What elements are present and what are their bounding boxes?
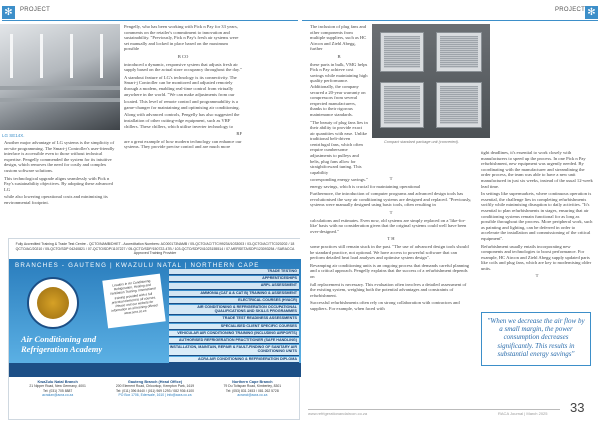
course-item: AMMONIA (CAT A & CAT B) TRAINING & ASSESSMENT — [169, 291, 299, 297]
course-list — [169, 269, 299, 364]
branch-contacts — [9, 379, 301, 419]
leaflet-card: Leaders in Air Conditioning, Refrigeration, Heating and Ventilation Training. International training provided with a full practical element to all courses. Please visit our website for information on all training offered. www.acra.co.za — [102, 274, 165, 329]
acra-logo-icon — [27, 277, 79, 329]
academy-title: Air Conditioning and Refrigeration Academy — [21, 334, 103, 354]
course-item: ACRA AIR CONDITIONING & REFRIGERATION DIPLOMA — [169, 357, 299, 363]
course-item: APPRENTICESHIPS — [169, 276, 299, 282]
course-item: VEHICULAR AIR CONDITIONING TRAINING (INCLUDING AIRPORTS) — [169, 331, 299, 337]
page-number: 33 — [570, 400, 585, 415]
photo-caption: LG SE14X. — [2, 133, 25, 138]
course-item: TRADE TESTING — [169, 269, 299, 275]
section-label-left: PROJECT — [20, 7, 51, 13]
branch-northern-cape: Northern Cape Branch 79 Du Toitspan Road, Kimberley, 8301 Tel: (053) 831 2453 / 081 262 5728 acrancl@acra.co.za — [204, 379, 301, 419]
footer-issue: RACA Journal | March 2025 — [498, 411, 548, 416]
store-interior-photo — [0, 24, 120, 130]
header-rule-right — [302, 20, 598, 21]
photo-caption-units: Compact standard package unit (converted). — [384, 140, 459, 144]
course-item: TRADE TEST READINESS ASSESSMENTS — [169, 316, 299, 322]
branch-email-link[interactable]: PO Box 1706, Edenvale, 1610 | info@acra.co.za — [118, 392, 192, 397]
course-item: ELECTRICAL COURSES (HVACR) — [169, 298, 299, 304]
header-rule-left — [2, 20, 298, 21]
course-item: AIR CONDITIONING & REFRIGERATION OCCUPATIONAL QUALIFICATIONS AND SKILLS PROGRAMMES — [169, 305, 299, 315]
snowflake-icon: ✻ — [585, 6, 598, 19]
accreditation-text: Fully Accredited Training & Trade Test Centre - QCTO/NAMB/DHET - Accreditation Numbers: AC000173NAMB / 05-QCTO/AC/TTC/99234/1033003 / 03-QCTO/AC/TTC020202 / 18 QCTO/AC/20210 / 05-QCTO/SDP 04240821 / 07-QCTO/SDP/1107227 / 05-QCTO/SDP/150722-47B / 103-QCTO/SDP241023155514 / 07-MERSETA/SDP/123093254 / SARACCA Approved Training Provider — [9, 239, 301, 259]
body-text-right-upper: The inclusion of plug fans and other components from multiple suppliers, such as HC Aircon and Ziehl Abegg, further B these parts in bulk, VMG helps Pick n Pay achieve cost savings while maintaining high quality performance. Additionally, the company secured a 20-year warranty on compressors from several respected manufacturers, thanks to their rigorous maintenance standards. "The beauty of plug fans lies in their ability to provide exact air quantities with ease. Unlike traditional belt-driven centrifugal fans, which often require cumbersome adjustments to pulleys and belts, plug fans allow for straightforward tuning. This capability corresponding energy savings." — [310, 24, 368, 183]
course-item: SPECIALISED CLIENT SPECIFIC COURSES — [169, 324, 299, 330]
body-text-left: Another major advantage of LG systems is the simplicity of on-site programming. The Smart-j Controller's user-friendly interface is accessible even to those without technical expertise. Pengelly commended the system for its intuitive design, which removes the need for costly and complex custom software solutions. This technological upgrade aligns seamlessly with Pick n Pay's sustainability objectives. By adopting these advanced LG while also lowering operational costs and minimising its environmental footprint. — [4, 140, 115, 205]
course-item: INSTALLATION, MAINTAIN, REPAIR & FAULT-FINDING OF SANITARY AIR CONDITIONING UNITS — [169, 345, 299, 355]
branch-email-link[interactable]: acrancl@acra.co.za — [237, 392, 268, 397]
body-text-far-right: tight deadlines, it's essential to work closely with manufacturers to speed up the process. In one Pick n Pay refurbishment, new equipment was urgently needed. By coordinating with the manufacturer and streamlining the order process, the team was able to have a new unit manufactured in just six weeks, instead of the usual 12-week lead time. In settings like supermarkets, where continuous operation is essential, the challenge lies in completing refurbishments swiftly while minimising disruption to daily activities. "It's essential to plan refurbishments in stages, ensuring that air conditioning systems remain functional for as long as possible throughout the process. More peripheral work, such as painting and lighting, can be deferred in order to accelerate the installation and commissioning of the critical equipment". Refurbishment usually entails incorporating new components and technologies to boost performance. For example, HC Aircon and Ziehl Abegg supply updated parts like coils and plug fans, which are key to modernising older units. T — [481, 150, 593, 279]
branch-gauteng: Gauteng Branch (Head Office) 200 Element Road, Chloorkop, Kempton Park, 1619 Tel: (011) 396 8440 / (011) 969 1293 / 082 936 4100 PO Box 1706, Edenvale, 1610 | info@acra.co.za — [106, 379, 203, 419]
footer-rule — [308, 409, 560, 410]
branch-email-link[interactable]: acrakzn@acra.co.za — [42, 392, 74, 397]
body-text-mid: Pengelly, who has been working with Pick n Pay for 33 years, comments on the retailer's commitment to innovation and sustainability. "Previously, Pick n Pay's fresh air systems were set manually and locked in place based on the maximum possible B CO introduced a dynamic, responsive system that adjusts fresh air supply based on the actual store occupancy throughout the day." A standout feature of LG's technology is its connectivity. The Smart-j Controller can be monitored and adjusted remotely through a modem, enabling real-time control from virtually anywhere in the world. "We can make adjustments from our located. This level of remote control and programmability is a game-changer for maintaining and optimising air conditioning. Along with advanced controls, Pengelly has also suggested the installation of other cutting-edge equipment, such as VRF chillers. These chillers, which utilise inverter technology to RF are a great example of how modern technology can enhance our systems. They provide precise control and are much more — [124, 24, 242, 150]
acra-advertisement[interactable] — [8, 238, 300, 420]
course-item: ARPL ASSESSMENT — [169, 283, 299, 289]
section-label-right: PROJECT — [555, 7, 586, 13]
pull-quote: "When we decrease the air flow by a small margin, the power consumption decreases significantly. This results in substantial energy savings" — [481, 312, 591, 366]
snowflake-icon: ✻ — [2, 6, 15, 19]
body-text-center-lower: T energy savings, which is crucial for maintaining operational Furthermore, the introduction of computer programs and advanced design tools has revolutionised the way air conditioning systems are designed and replaced. "Previously, systems were manually designed using basic tools, often resulting in T calculations and estimates. Even now, old systems are simply replaced on a 'like-for-like' basis with no consideration given that the original systems could well have been over-designed." T H some practices still remain stuck in the past. "The use of advanced design tools should be standard practice, not optional. We have access to powerful software that can perform detailed heat load analyses and optimise system design". Revamping air conditioning units is an ongoing process that demands careful planning and a critical approach. Pengelly explains that the success of a refurbishment depends on full replacement is necessary. This evaluation often involves a detailed assessment of the existing system, weighing both the potential advantages and constraints of refurbishment. Successful refurbishments often rely on strong collaboration with contractors and suppliers. For example, when faced with — [310, 176, 472, 311]
course-item: AUTHORISED REFRIGERATION PRACTITIONER (SAFE HANDLING) — [169, 338, 299, 344]
ad-divider-bar — [9, 363, 301, 377]
footer-website[interactable]: www.refrigerationandaircon.co.za — [308, 411, 368, 416]
ac-units-photo — [372, 24, 490, 138]
branches-heading: BRANCHES - GAUTENG | KWAZULU NATAL | NORTHERN CAPE — [15, 262, 260, 269]
branch-kzn: KwaZulu Natal Branch 21 Nipper Road, New Germany, 4001 Tel: (031) 705 8887 acrakzn@acra.co.za — [9, 379, 106, 419]
